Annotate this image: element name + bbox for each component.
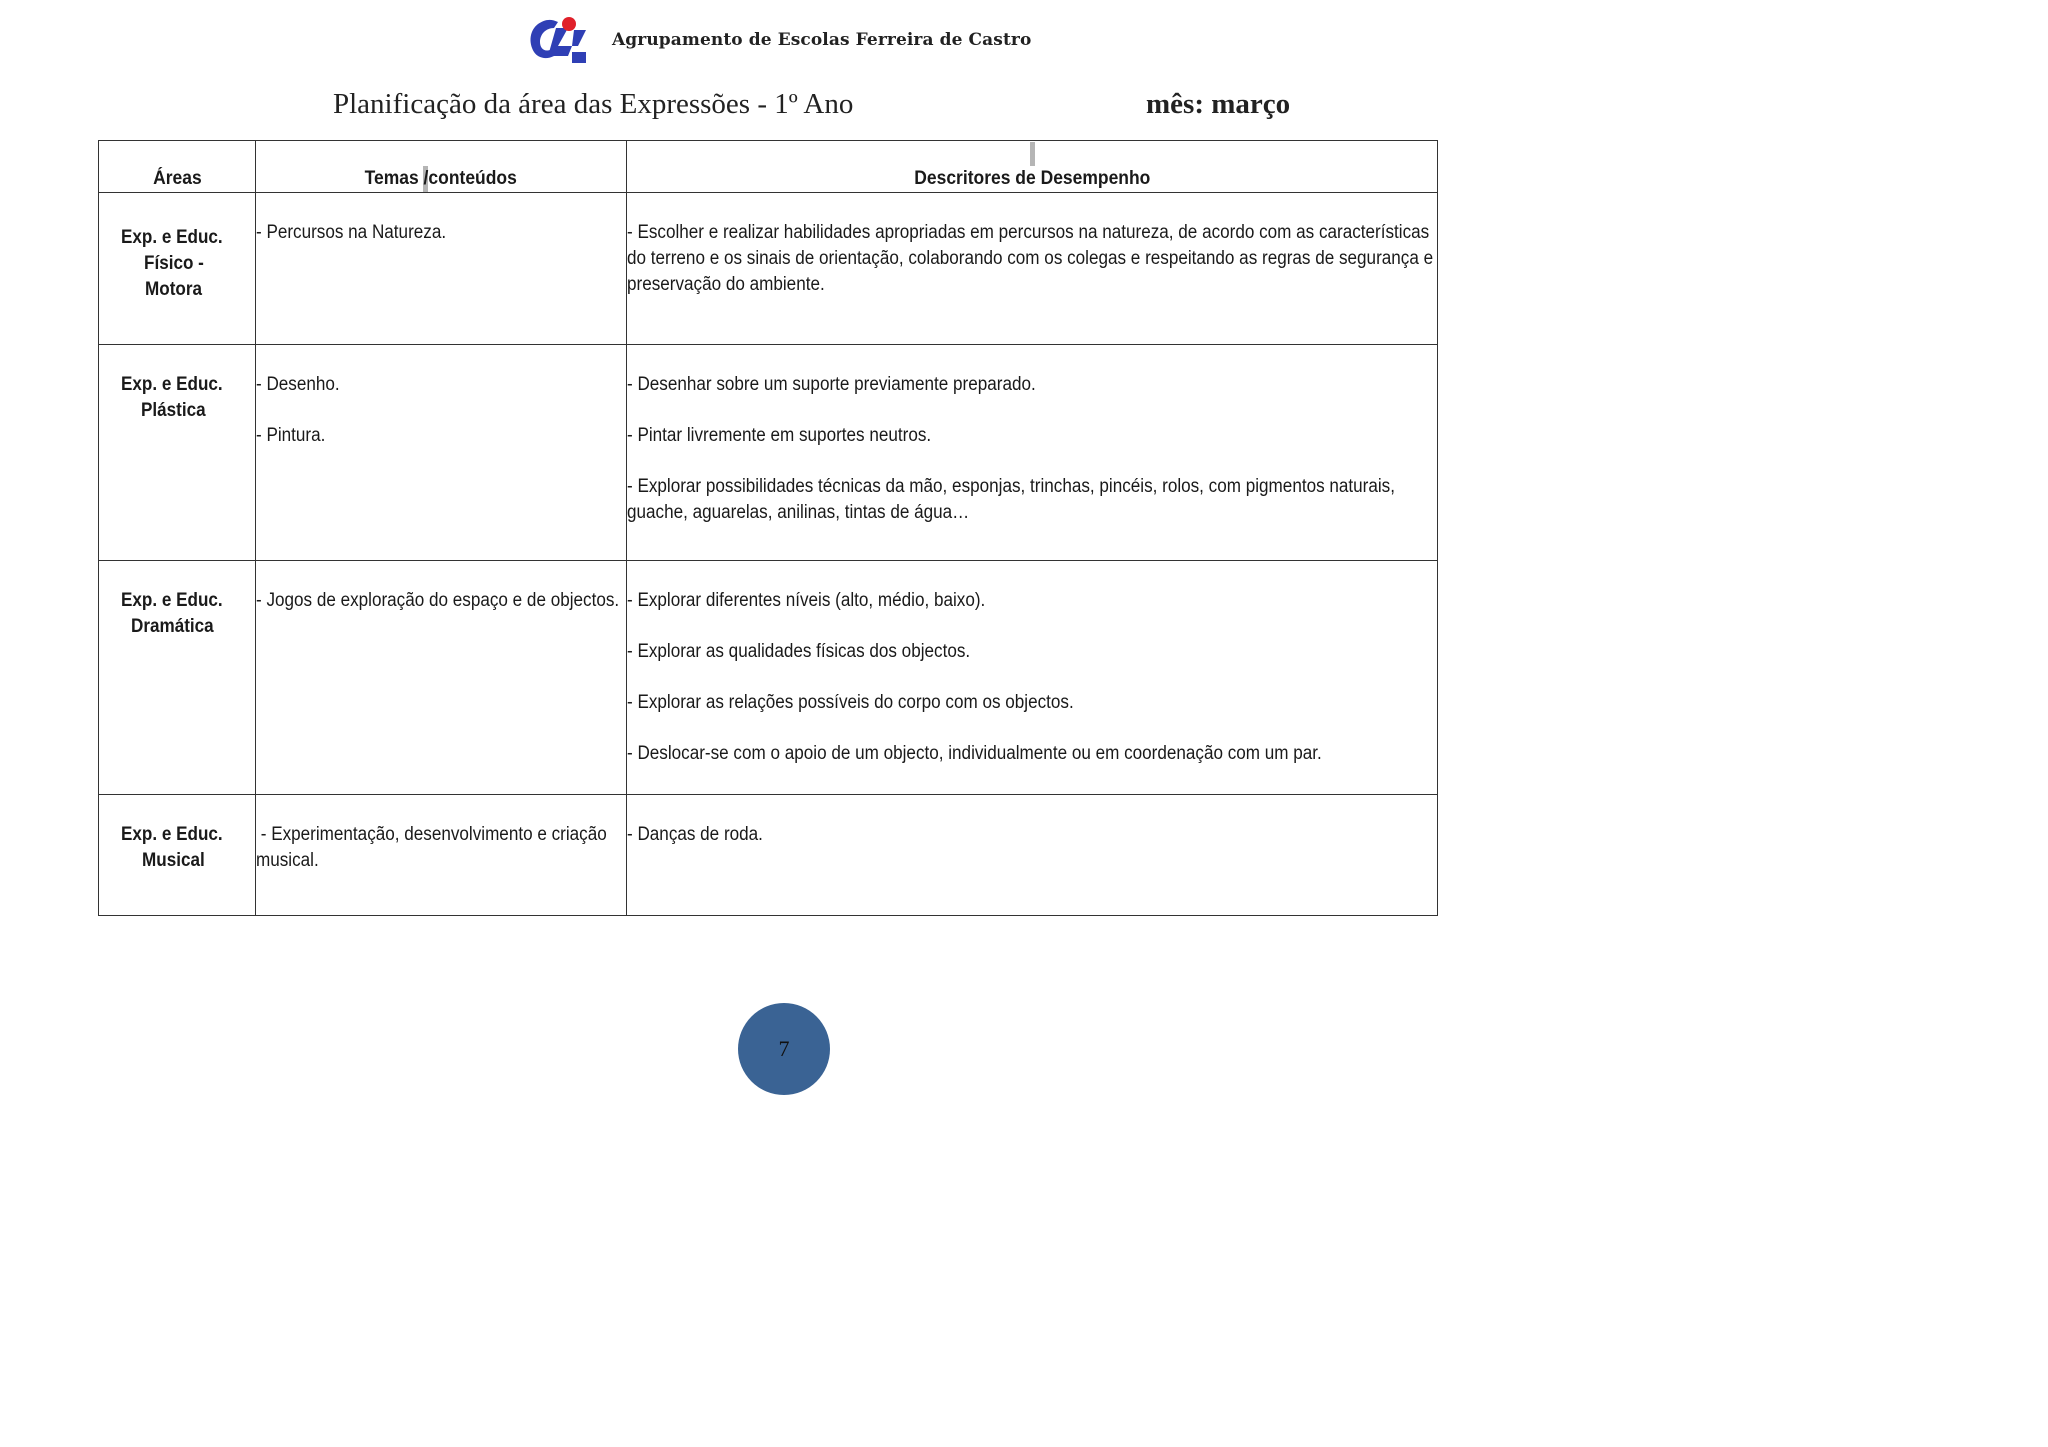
school-logo-icon xyxy=(528,16,592,64)
area-cell: Exp. e Educ. Físico - Motora xyxy=(99,193,256,345)
descritores-cell: - Danças de roda. xyxy=(627,795,1438,916)
header-descritores: Descritores de Desempenho xyxy=(627,141,1438,193)
month-label: mês: março xyxy=(1146,88,1291,120)
area-cell: Exp. e Educ. Musical xyxy=(99,795,256,916)
descritores-cell: - Explorar diferentes níveis (alto, médio, baixo). - Explorar as qualidades físicas dos objectos. - Explorar as relações possíveis do corpo com os objectos. - Deslocar-se com o apoio de um objecto, individualmente ou em coordenação com um par. xyxy=(627,561,1438,795)
descritores-cell: - Escolher e realizar habilidades apropriadas em percursos na natureza, de acordo com as características do terreno e os sinais de orientação, colaborando com os colegas e respeitando as regras de segurança e preservação do ambiente. xyxy=(627,193,1438,345)
table-header-row xyxy=(99,141,1438,193)
area-cell: Exp. e Educ. Plástica xyxy=(99,345,256,561)
school-name: Agrupamento de Escolas Ferreira de Castro xyxy=(612,30,1032,50)
title-row xyxy=(0,86,1568,130)
document-header xyxy=(528,16,1031,64)
descritores-cell: - Desenhar sobre um suporte previamente preparado. - Pintar livremente em suportes neutros. - Explorar possibilidades técnicas da mão, esponjas, trinchas, pincéis, rolos, com pigmentos naturais, guache, aguarelas, anilinas, tintas de água… xyxy=(627,345,1438,561)
temas-cell: - Desenho. - Pintura. xyxy=(256,345,627,561)
table-row xyxy=(99,193,1438,345)
planning-table xyxy=(98,140,1438,916)
table-row xyxy=(99,795,1438,916)
page-number-badge xyxy=(738,1003,830,1095)
table-row xyxy=(99,561,1438,795)
page-number: 7 xyxy=(778,1036,790,1061)
header-areas: Áreas xyxy=(99,141,256,193)
temas-cell: - Jogos de exploração do espaço e de objectos. xyxy=(256,561,627,795)
header-temas: Temas /conteúdos xyxy=(256,141,627,193)
area-cell: Exp. e Educ. Dramática xyxy=(99,561,256,795)
temas-cell: - Percursos na Natureza. xyxy=(256,193,627,345)
table-row xyxy=(99,345,1438,561)
document-title: Planificação da área das Expressões - 1º Ano xyxy=(333,88,854,120)
temas-cell: - Experimentação, desenvolvimento e criação musical. xyxy=(256,795,627,916)
